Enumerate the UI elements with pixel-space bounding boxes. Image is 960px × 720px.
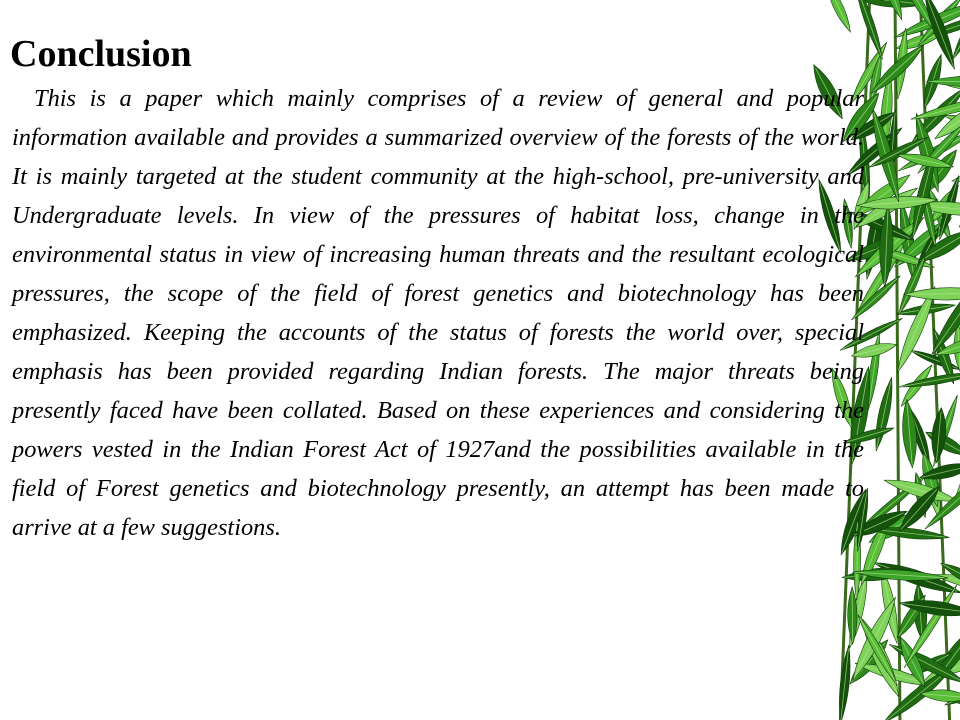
slide-title: Conclusion xyxy=(10,33,192,75)
bamboo-leaf-vein xyxy=(852,591,853,642)
bamboo-leaf xyxy=(822,0,854,34)
conclusion-paragraph: This is a paper which mainly comprises of a review of general and popular information available and provides a summarized overview of the forests of the world. It is mainly targeted at the student community at the high-school, pre-university and Undergraduate levels. In view of the pressures of habitat loss, change in the environmental status in view of increasing human threats and the resultant ecological pressures, the scope of the field of forest genetics and biotechnology has been emphasized. Keeping the accounts of the status of forests the world over, special emphasis has been provided regarding Indian forests. The major threats being presently faced have been collated. Based on these experiences and considering the powers vested in the Indian Forest Act of 1927and the possibilities available in the field of Forest genetics and biotechnology presently, an attempt has been made to arrive at a few suggestions. xyxy=(12,85,864,541)
